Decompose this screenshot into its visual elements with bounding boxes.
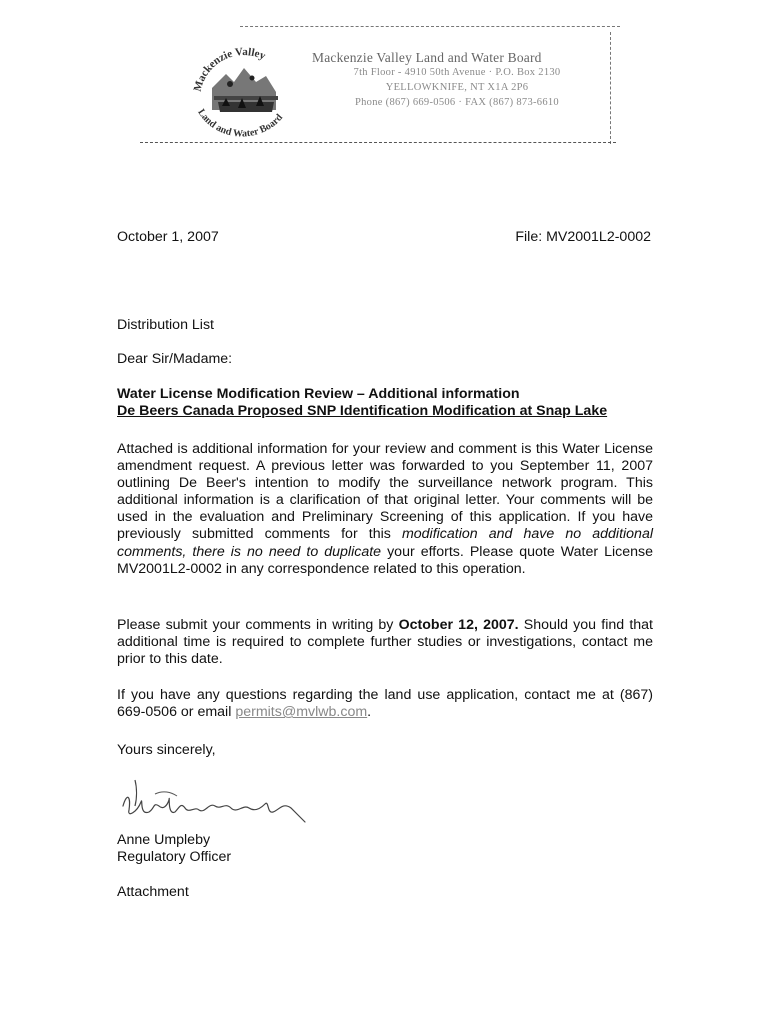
org-name: Mackenzie Valley Land and Water Board [312,50,542,65]
recipient: Distribution List [117,317,214,333]
letter-date: October 1, 2007 [117,229,219,245]
org-contact-block [312,50,602,110]
org-address-line2: YELLOWKNIFE, NT X1A 2P6 [385,82,529,93]
paragraph-3-text-b: . [367,704,372,721]
paragraph-1-text-b: your efforts. Please quote Water License MV2001L2-0002 in any correspondence related to this operation. [117,543,653,577]
closing: Yours sincerely, [117,742,216,758]
logo-bottom-text: Land and Water Board [195,107,286,140]
email-link[interactable]: permits@mvlwb.com [235,704,368,721]
org-phone-line: Phone (867) 669-0506 · FAX (867) 873-6610 [354,97,559,108]
subject-block [117,386,607,420]
salutation: Dear Sir/Madame: [117,351,233,367]
signer-name: Anne Umpleby [117,832,211,848]
paragraph-2-text-b: Should you find that additional time is required to complete further studies or investigations, contact me prior to this date. [117,617,653,668]
paragraph-1-text-a: Attached is additional information for your review and comment is this Water License amendment request. A previous letter was forwarded to you September 11, 2007 outlining De Beer's intention to modify the surveillance network program. This additional information is a clarification of that original letter. Your comments will be used in the evaluation and Preliminary Screening of this application. If you have previously submitted comments for this [117,441,653,543]
paragraph-3-text-a: If you have any questions regarding the land use application, contact me at (867) 669-0506 or email [117,687,653,721]
paragraph-1-italic: modification and have no additional comments, there is no need to duplicate [117,526,653,560]
logo-top-text: Mackenzie Valley [191,46,268,93]
signer-title: Regulatory Officer [117,849,232,865]
logo-landscape [212,68,278,112]
file-reference: File: MV2001L2-0002 [515,229,651,245]
subject-line-2: De Beers Canada Proposed SNP Identification Modification at Snap Lake [117,403,608,419]
deadline-date: October 12, 2007. [398,617,519,633]
paragraph-3 [117,687,653,721]
paragraph-1 [117,441,653,578]
paragraph-2-text-a: Please submit your comments in writing by [117,617,399,633]
letterhead-top-rule [240,26,620,27]
signature-icon [115,772,315,832]
letterhead-right-rule [610,32,611,144]
board-logo-icon [182,38,302,144]
org-address-line1: 7th Floor - 4910 50th Avenue · P.O. Box 2130 [353,67,561,78]
paragraph-2 [117,617,653,668]
letterhead [140,20,616,146]
enclosure-note: Attachment [117,884,189,900]
subject-line-1: Water License Modification Review – Additional information [117,386,520,402]
